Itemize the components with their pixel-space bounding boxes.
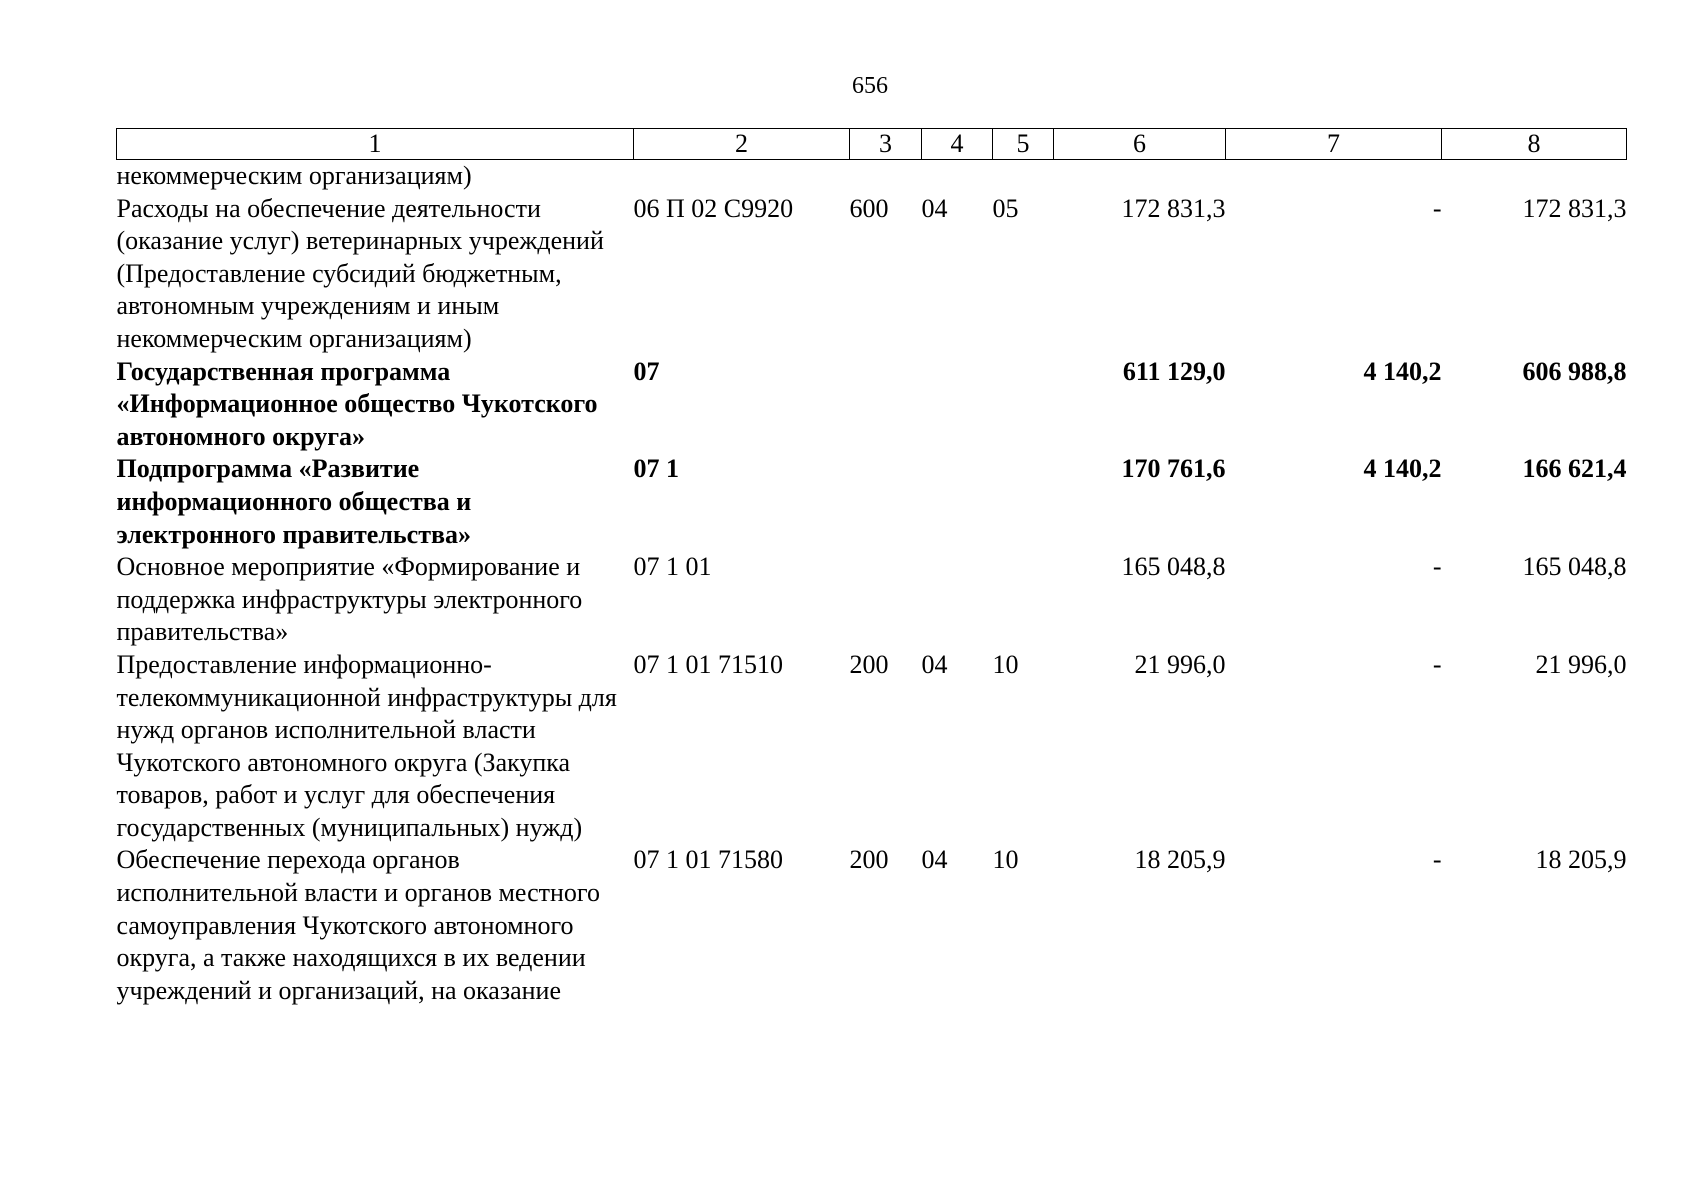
column-header-8: 8 xyxy=(1442,129,1627,160)
row-subsection xyxy=(993,160,1054,193)
row-section xyxy=(922,356,993,454)
row-expense-type: 200 xyxy=(849,845,889,875)
column-header-3: 3 xyxy=(850,129,922,160)
row-amount-7: 4 140,2 xyxy=(1363,356,1442,386)
column-header-7: 7 xyxy=(1226,129,1442,160)
row-amount-7: - xyxy=(1432,845,1442,875)
row-expense-type xyxy=(850,160,922,193)
row-amount-6: 172 831,3 xyxy=(1121,193,1226,223)
column-header-1: 1 xyxy=(117,129,634,160)
row-amount-6: 18 205,9 xyxy=(1134,845,1226,875)
row-subsection xyxy=(993,453,1054,551)
row-expense-type: 200 xyxy=(849,649,889,679)
row-section xyxy=(922,551,993,649)
row-section: 04 xyxy=(921,649,948,679)
budget-table xyxy=(116,128,1627,1007)
row-code xyxy=(634,160,850,193)
row-expense-type: 600 xyxy=(849,193,889,223)
page-number: 656 xyxy=(852,73,888,99)
row-subsection: 10 xyxy=(992,845,1019,875)
row-name: Подпрограмма «Развитие информационного общества и электронного правительства» xyxy=(116,454,472,549)
row-expense-type xyxy=(850,551,922,649)
row-amount-7: - xyxy=(1432,552,1442,582)
table-row xyxy=(117,193,1627,356)
row-name: Государственная программа «Информационное общество Чукотского автономного округа» xyxy=(116,356,598,451)
column-header-2: 2 xyxy=(634,129,850,160)
row-amount-8: 606 988,8 xyxy=(1522,356,1627,386)
row-name: Основное мероприятие «Формирование и поддержка инфраструктуры электронного правительства» xyxy=(116,552,583,647)
row-amount-8: 166 621,4 xyxy=(1522,454,1627,484)
row-code: 07 xyxy=(633,356,660,386)
row-amount-8 xyxy=(1442,160,1627,193)
table-row xyxy=(117,551,1627,649)
row-amount-7: - xyxy=(1432,649,1442,679)
table-row-program xyxy=(117,356,1627,454)
row-amount-8: 165 048,8 xyxy=(1522,552,1627,582)
row-code: 07 1 xyxy=(633,454,679,484)
row-section xyxy=(922,453,993,551)
row-code: 06 П 02 С9920 xyxy=(633,193,794,223)
row-section: 04 xyxy=(921,845,948,875)
row-name: Расходы на обеспечение деятельности (оказание услуг) ветеринарных учреждений (Предоставление субсидий бюджетным, автономным учреждениям и иным некоммерческим организациям) xyxy=(116,193,604,353)
row-expense-type xyxy=(850,356,922,454)
row-amount-7: 4 140,2 xyxy=(1363,454,1442,484)
row-name: некоммерческим организациям) xyxy=(116,161,472,190)
column-header-6: 6 xyxy=(1054,129,1226,160)
row-name: Обеспечение перехода органов исполнительной власти и органов местного самоуправления Чукотского автономного округа, а также находящихся в их ведении учреждений и организаций, на оказание xyxy=(116,845,600,1005)
row-code: 07 1 01 71580 xyxy=(633,845,783,875)
row-section xyxy=(922,160,993,193)
row-name: Предоставление информационно-телекоммуникационной инфраструктуры для нужд органов исполнительной власти Чукотского автономного округа (Закупка товаров, работ и услуг для обеспечения государственных (муниципальных) нужд) xyxy=(116,649,617,842)
row-amount-6 xyxy=(1054,160,1226,193)
table-row xyxy=(117,844,1627,1007)
row-subsection xyxy=(993,356,1054,454)
row-subsection xyxy=(993,551,1054,649)
row-amount-8: 172 831,3 xyxy=(1522,193,1627,223)
table-row xyxy=(117,649,1627,845)
column-header-4: 4 xyxy=(922,129,993,160)
row-amount-6: 21 996,0 xyxy=(1134,649,1226,679)
row-amount-6: 170 761,6 xyxy=(1121,454,1226,484)
row-amount-6: 611 129,0 xyxy=(1122,356,1226,386)
table-row xyxy=(117,160,1627,193)
row-subsection: 10 xyxy=(992,649,1019,679)
row-amount-7 xyxy=(1226,160,1442,193)
row-amount-6: 165 048,8 xyxy=(1121,552,1226,582)
row-amount-8: 18 205,9 xyxy=(1535,845,1627,875)
table-header-row xyxy=(117,129,1627,160)
table-row-subprogram xyxy=(117,453,1627,551)
row-section: 04 xyxy=(921,193,948,223)
row-subsection: 05 xyxy=(992,193,1019,223)
row-amount-7: - xyxy=(1432,193,1442,223)
row-code: 07 1 01 71510 xyxy=(633,649,783,679)
row-amount-8: 21 996,0 xyxy=(1535,649,1627,679)
column-header-5: 5 xyxy=(993,129,1054,160)
row-expense-type xyxy=(850,453,922,551)
row-code: 07 1 01 xyxy=(633,552,712,582)
